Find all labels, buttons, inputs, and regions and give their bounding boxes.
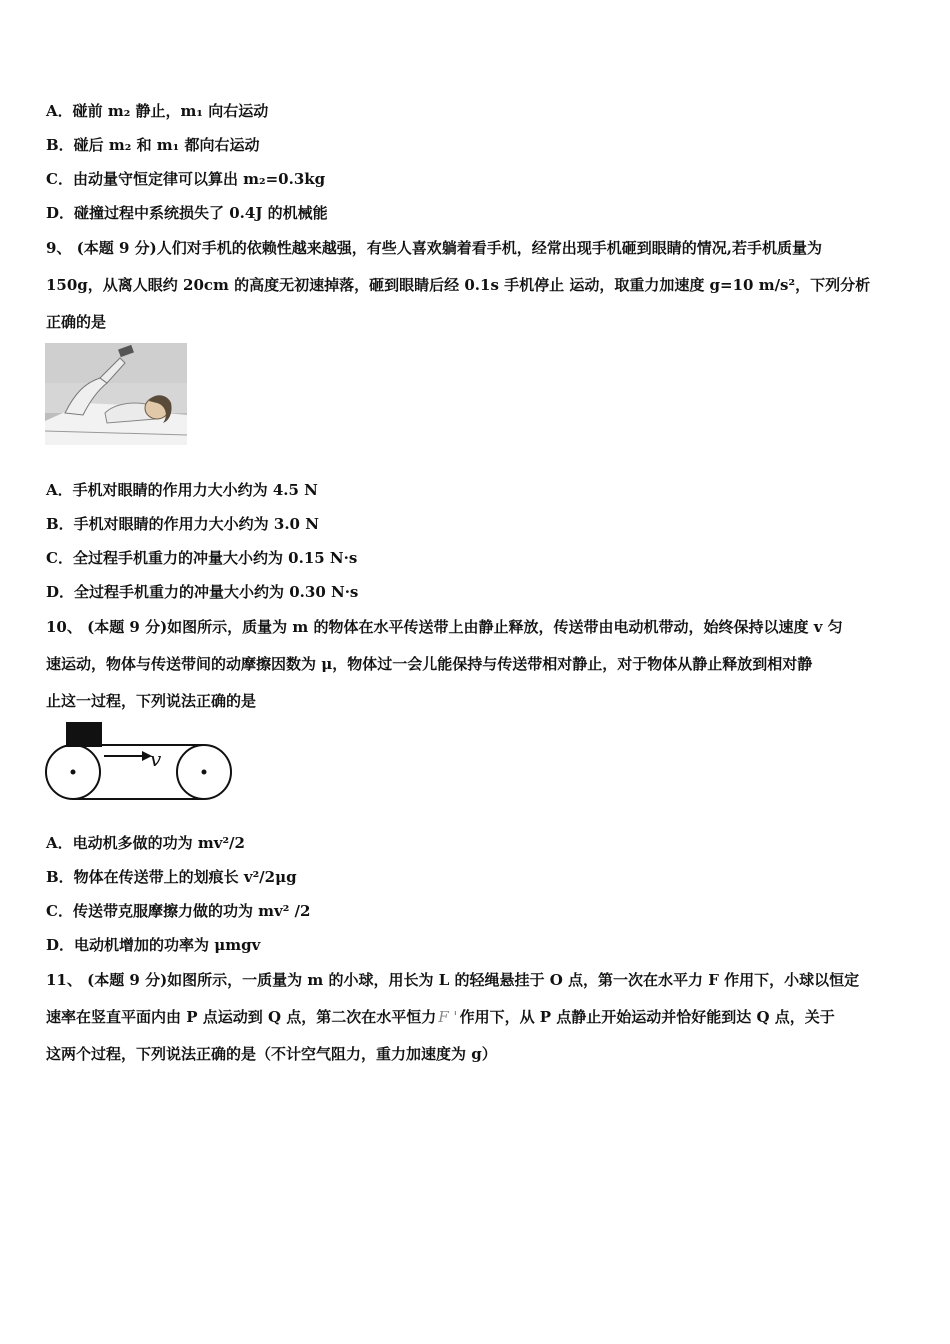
velocity-label: v [150, 747, 162, 771]
q9-stem-line2: 150g，从离人眼约 20cm 的高度无初速掉落，砸到眼睛后经 0.1s 手机停止 运动，取重力加速度 g=10 m/s²，下列分析 [46, 276, 871, 294]
q10-option-b: B．物体在传送带上的划痕长 v²/2μg [46, 868, 297, 886]
q8-option-b: B．碰后 m₂ 和 m₁ 都向右运动 [46, 136, 260, 154]
q10-option-d: D．电动机增加的功率为 μmgv [46, 936, 261, 954]
q10-conveyor-belt-diagram [44, 720, 234, 802]
q9-option-d: D．全过程手机重力的冲量大小约为 0.30 N·s [46, 583, 359, 601]
q9-option-a: A．手机对眼睛的作用力大小约为 4.5 N [46, 481, 318, 499]
q10-stem-line1: 10、 (本题 9 分)如图所示，质量为 m 的物体在水平传送带上由静止释放，传送带由电动机带动，始终保持以速度 v 匀 [46, 618, 843, 636]
q11-stem-line3: 这两个过程，下列说法正确的是（不计空气阻力，重力加速度为 g） [46, 1045, 497, 1063]
q9-option-c: C．全过程手机重力的冲量大小约为 0.15 N·s [46, 549, 358, 567]
q9-stem-line1: 9、 (本题 9 分)人们对手机的依赖性越来越强，有些人喜欢躺着看手机，经常出现手机砸到眼睛的情况,若手机质量为 [46, 239, 822, 257]
q10-option-a: A．电动机多做的功为 mv²/2 [46, 834, 245, 852]
q9-option-b: B．手机对眼睛的作用力大小约为 3.0 N [46, 515, 319, 533]
q9-stem-line3: 正确的是 [46, 313, 107, 331]
q11-stem-line2-part1: 速率在竖直平面内由 P 点运动到 Q 点，第二次在水平恒力 [46, 1008, 437, 1026]
q11-stem-line2-part2: 作用下，从 P 点静止开始运动并恰好能到达 Q 点，关于 [459, 1008, 835, 1026]
q9-photo-person-lying-with-phone [45, 343, 187, 445]
q8-option-a: A．碰前 m₂ 静止，m₁ 向右运动 [46, 102, 269, 120]
q8-option-d: D．碰撞过程中系统损失了 0.4J 的机械能 [46, 204, 328, 222]
q10-stem-line2: 速运动，物体与传送带间的动摩擦因数为 μ，物体过一会儿能保持与传送带相对静止，对于物体从静止释放到相对静 [46, 655, 813, 673]
q11-stem-line1: 11、 (本题 9 分)如图所示，一质量为 m 的小球，用长为 L 的轻绳悬挂于 O 点，第一次在水平力 F 作用下，小球以恒定 [46, 971, 860, 989]
block-mass-m [66, 722, 102, 747]
q8-option-c: C．由动量守恒定律可以算出 m₂=0.3kg [46, 170, 326, 188]
q10-option-c: C．传送带克服摩擦力做的功为 mv² /2 [46, 902, 311, 920]
q11-stem-line2 [46, 1007, 835, 1027]
q10-stem-line3: 止这一过程，下列说法正确的是 [46, 692, 257, 710]
q11-force-symbol: F ' [438, 1008, 458, 1026]
